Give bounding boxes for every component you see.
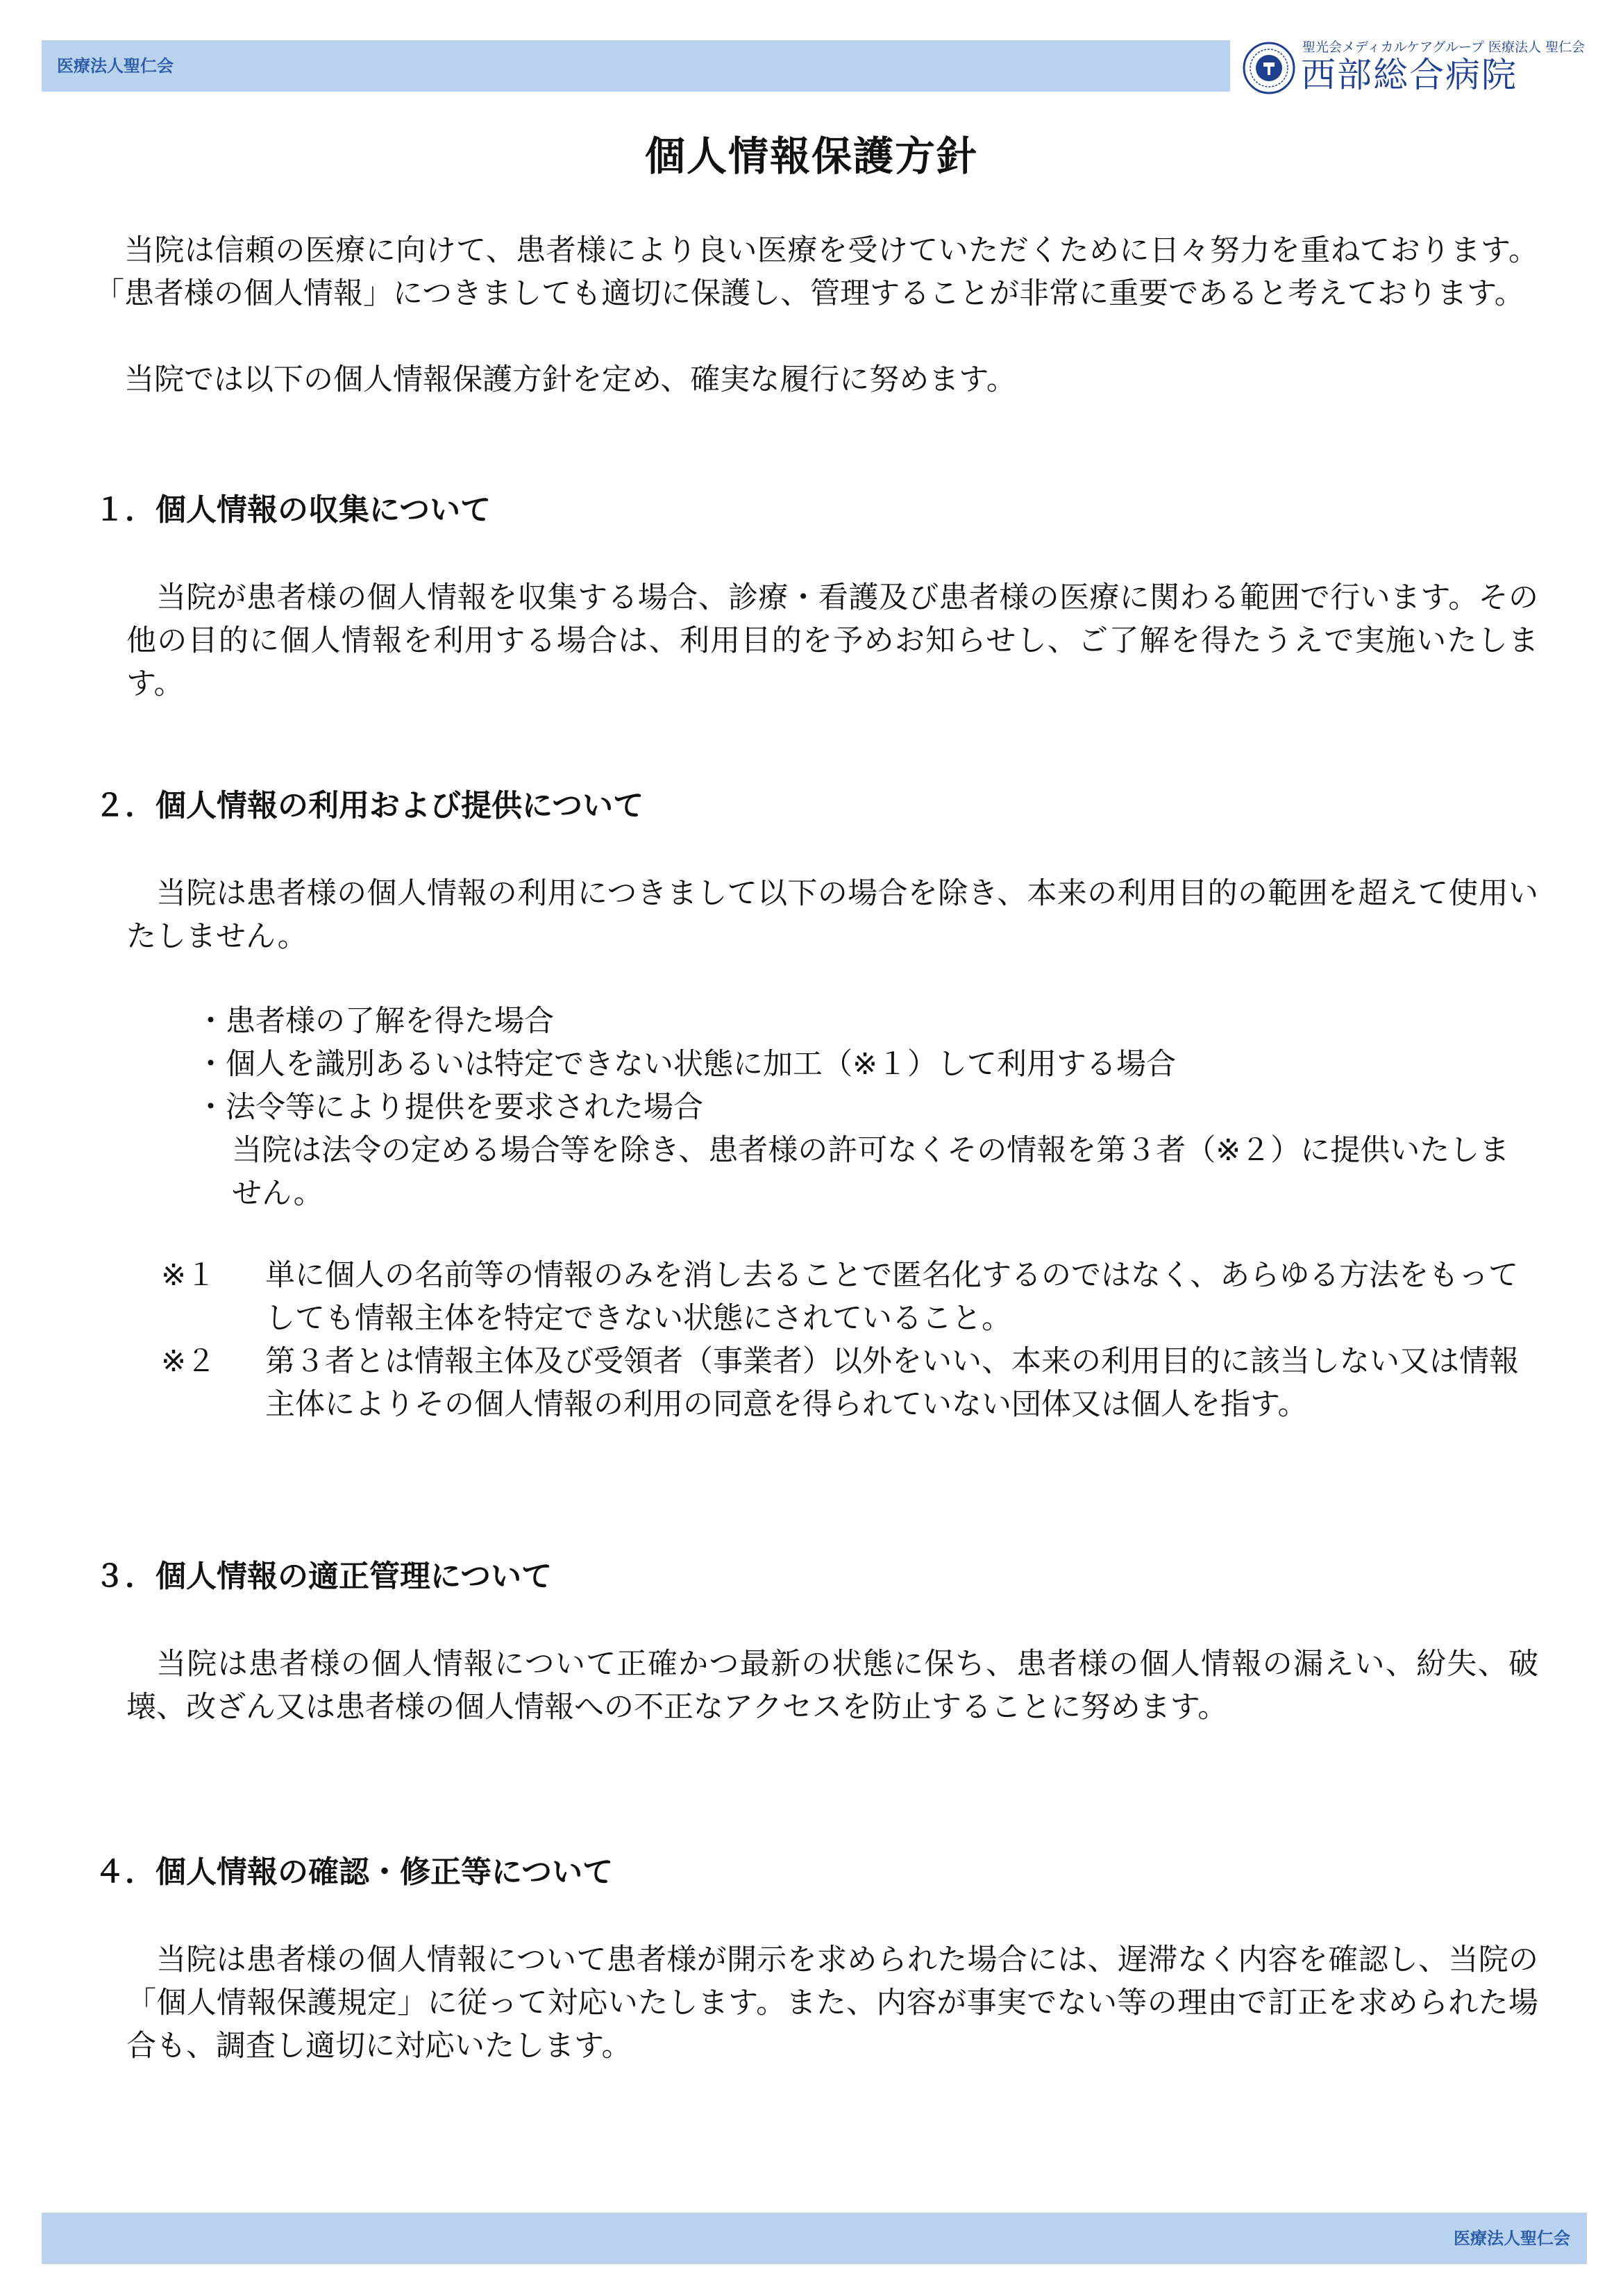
logo-hospital-name: 西部総合病院 — [1301, 55, 1517, 95]
list-item: ・個人を識別あるいは特定できない状態に加工（※１）して利用する場合 — [196, 1047, 1177, 1082]
section-heading-1: １．個人情報の収集について — [94, 492, 491, 528]
header-bar — [42, 40, 1230, 92]
header-org-name: 医療法人聖仁会 — [57, 56, 174, 76]
section-heading-2: ２．個人情報の利用および提供について — [94, 788, 644, 823]
section-heading-3: ３．個人情報の適正管理について — [94, 1559, 553, 1594]
intro-paragraph-1: 当院は信頼の医療に向けて、患者様により良い医療を受けていただくために日々努力を重ねております。「患者様の個人情報」につきましても適切に保護し、管理することが非常に重要であると考えております。 — [94, 233, 1538, 311]
intro-paragraph-2: 当院では以下の個人情報保護方針を定め、確実な履行に努めます。 — [124, 362, 1016, 397]
footnote-mark: ※１ — [161, 1258, 217, 1293]
footnote-text: 単に個人の名前等の情報のみを消し去ることで匿名化するのではなく、あらゆる方法をもってしても情報主体を特定できない状態にされていること。 — [265, 1258, 1519, 1336]
section-body-2: 当院は患者様の個人情報の利用につきまして以下の場合を除き、本来の利用目的の範囲を超えて使用いたしません。 — [126, 876, 1538, 954]
condition-list — [196, 1000, 1529, 1215]
footnote-1 — [161, 1254, 1536, 1340]
footnote-mark: ※２ — [161, 1344, 217, 1379]
page-title: 個人情報保護方針 — [644, 133, 978, 180]
hospital-emblem-icon — [1243, 42, 1295, 94]
footnote-2 — [161, 1340, 1536, 1426]
section-body-3: 当院は患者様の個人情報について正確かつ最新の状態に保ち、患者様の個人情報の漏えい、紛失、破壊、改ざん又は患者様の個人情報への不正なアクセスを防止することに努めます。 — [126, 1647, 1538, 1725]
footnote-text: 第３者とは情報主体及び受領者（事業者）以外をいい、本来の利用目的に該当しない又は情報主体によりその個人情報の利用の同意を得られていない団体又は個人を指す。 — [265, 1344, 1519, 1422]
footer-bar — [42, 2213, 1587, 2264]
list-item: ・法令等により提供を要求された場合 — [196, 1090, 703, 1125]
section-body-4: 当院は患者様の個人情報について患者様が開示を求められた場合には、遅滞なく内容を確認し、当院の「個人情報保護規定」に従って対応いたします。また、内容が事実でない等の理由で訂正を求められた場合も、調査し適切に対応いたします。 — [126, 1943, 1538, 2063]
footer-org-name: 医療法人聖仁会 — [1454, 2229, 1570, 2248]
bullet-note: 当院は法令の定める場合等を除き、患者様の許可なくその情報を第３者（※２）に提供いたしません。 — [232, 1133, 1510, 1211]
section-body-1: 当院が患者様の個人情報を収集する場合、診療・看護及び患者様の医療に関わる範囲で行います。その他の目的に個人情報を利用する場合は、利用目的を予めお知らせし、ご了解を得たうえで実施いたします。 — [126, 580, 1538, 701]
hospital-logo — [1243, 39, 1590, 97]
list-item: ・患者様の了解を得た場合 — [196, 1004, 554, 1039]
section-heading-4: ４．個人情報の確認・修正等について — [94, 1854, 614, 1890]
logo-group-name: 聖光会メディカルケアグループ 医療法人 聖仁会 — [1302, 40, 1586, 55]
